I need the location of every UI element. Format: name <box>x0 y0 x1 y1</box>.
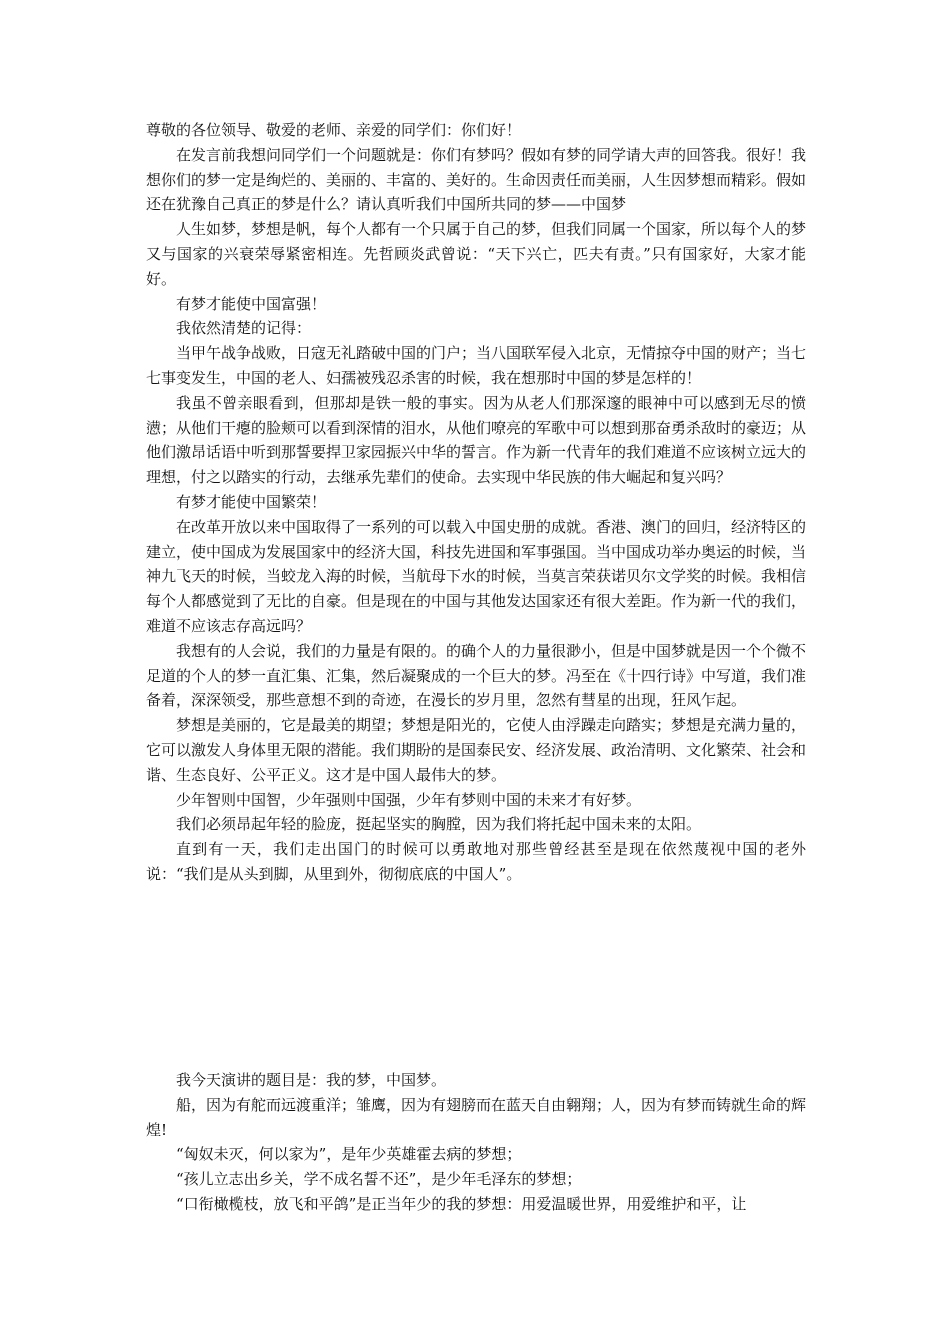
body-paragraph: 我虽不曾亲眼看到，但那却是铁一般的事实。因为从老人们那深邃的眼神中可以感到无尽的愤懑；从他们干瘪的脸颊可以看到深情的泪水，从他们嘹亮的军歌中可以想到那奋勇杀敌时的豪迈；从他们激昂话语中听到那誓要捍卫家园振兴中华的誓言。作为新一代青年的我们难道不应该树立远大的理想，付之以踏实的行动，去继承先辈们的使命。去实现中华民族的伟大崛起和复兴吗？ <box>146 393 807 487</box>
body-paragraph: 我想有的人会说，我们的力量是有限的。的确个人的力量很渺小，但是中国梦就是因一个个微不足道的个人的梦一直汇集、汇集，然后凝聚成的一个巨大的梦。冯至在《十四行诗》中写道，我们准备着，深深领受，那些意想不到的奇迹，在漫长的岁月里，忽然有彗星的出现，狂风乍起。 <box>146 641 807 710</box>
speech-section-2 <box>146 1068 806 1217</box>
salutation-paragraph: 尊敬的各位领导、敬爱的老师、亲爱的同学们：你们好！ <box>146 121 522 139</box>
speech-section-1 <box>146 118 806 887</box>
body-paragraph: 梦想是美丽的，它是最美的期望；梦想是阳光的，它使人由浮躁走向踏实；梦想是充满力量的，它可以激发人身体里无限的潜能。我们期盼的是国泰民安、经济发展、政治清明、文化繁荣、社会和谐、生态良好、公平正义。这才是中国人最伟大的梦。 <box>146 716 807 784</box>
body-paragraph: 人生如梦，梦想是帆，每个人都有一个只属于自己的梦，但我们同属一个国家，所以每个人的梦又与国家的兴衰荣辱紧密相连。先哲顾炎武曾说：“天下兴亡，匹夫有责。”只有国家好，大家才能好。 <box>146 220 807 288</box>
topic-paragraph: 我今天演讲的题目是：我的梦，中国梦。 <box>176 1071 447 1089</box>
heading-paragraph: 有梦才能使中国富强！ <box>176 294 327 313</box>
body-paragraph: 直到有一天，我们走出国门的时候可以勇敢地对那些曾经甚至是现在依然蔑视中国的老外说：“我们是从头到脚，从里到外，彻彻底底的中国人”。 <box>146 840 806 883</box>
quote-paragraph: “孩儿立志出乡关，学不成名誓不还”，是少年毛泽东的梦想； <box>176 1170 582 1189</box>
body-paragraph: 在发言前我想问同学们一个问题就是：你们有梦吗？假如有梦的同学请大声的回答我。很好！我想你们的梦一定是绚烂的、美丽的、丰富的、美好的。生命因责任而美丽，人生因梦想而精彩。假如还在犹豫自己真正的梦是什么？请认真听我们中国所共同的梦——中国梦 <box>146 145 807 214</box>
body-paragraph: 当甲午战争战败，日寇无礼踏破中国的门户；当八国联军侵入北京，无情掠夺中国的财产；当七七事变发生，中国的老人、妇孺被残忍杀害的时候，我在想那时中国的梦是怎样的！ <box>146 344 807 387</box>
body-paragraph: 船，因为有舵而远渡重洋；雏鹰，因为有翅膀而在蓝天自由翱翔；人，因为有梦而铸就生命的辉煌! <box>146 1095 807 1139</box>
body-paragraph: 少年智则中国智，少年强则中国强，少年有梦则中国的未来才有好梦。 <box>176 790 642 809</box>
quote-paragraph: “口衔橄榄枝，放飞和平鸽”是正当年少的我的梦想：用爱温暖世界，用爱维护和平，让 <box>176 1194 747 1213</box>
heading-paragraph: 有梦才能使中国繁荣！ <box>176 492 327 511</box>
body-paragraph: 我们必须昂起年轻的脸庞，挺起坚实的胸膛，因为我们将托起中国未来的太阳。 <box>176 815 702 834</box>
body-paragraph: 我依然清楚的记得： <box>176 319 312 338</box>
quote-paragraph: “匈奴未灭，何以家为”，是年少英雄霍去病的梦想； <box>176 1145 522 1164</box>
body-paragraph: 在改革开放以来中国取得了一系列的可以载入中国史册的成就。香港、澳门的回归，经济特区的建立，使中国成为发展国家中的经济大国，科技先进国和军事强国。当中国成功举办奥运的时候，当神九飞天的时候，当蛟龙入海的时候，当航母下水的时候，当莫言荣获诺贝尔文学奖的时候。我相信每个人都感觉到了无比的自豪。但是现在的中国与其他发达国家还有很大差距。作为新一代的我们，难道不应该志存高远吗？ <box>146 517 807 635</box>
